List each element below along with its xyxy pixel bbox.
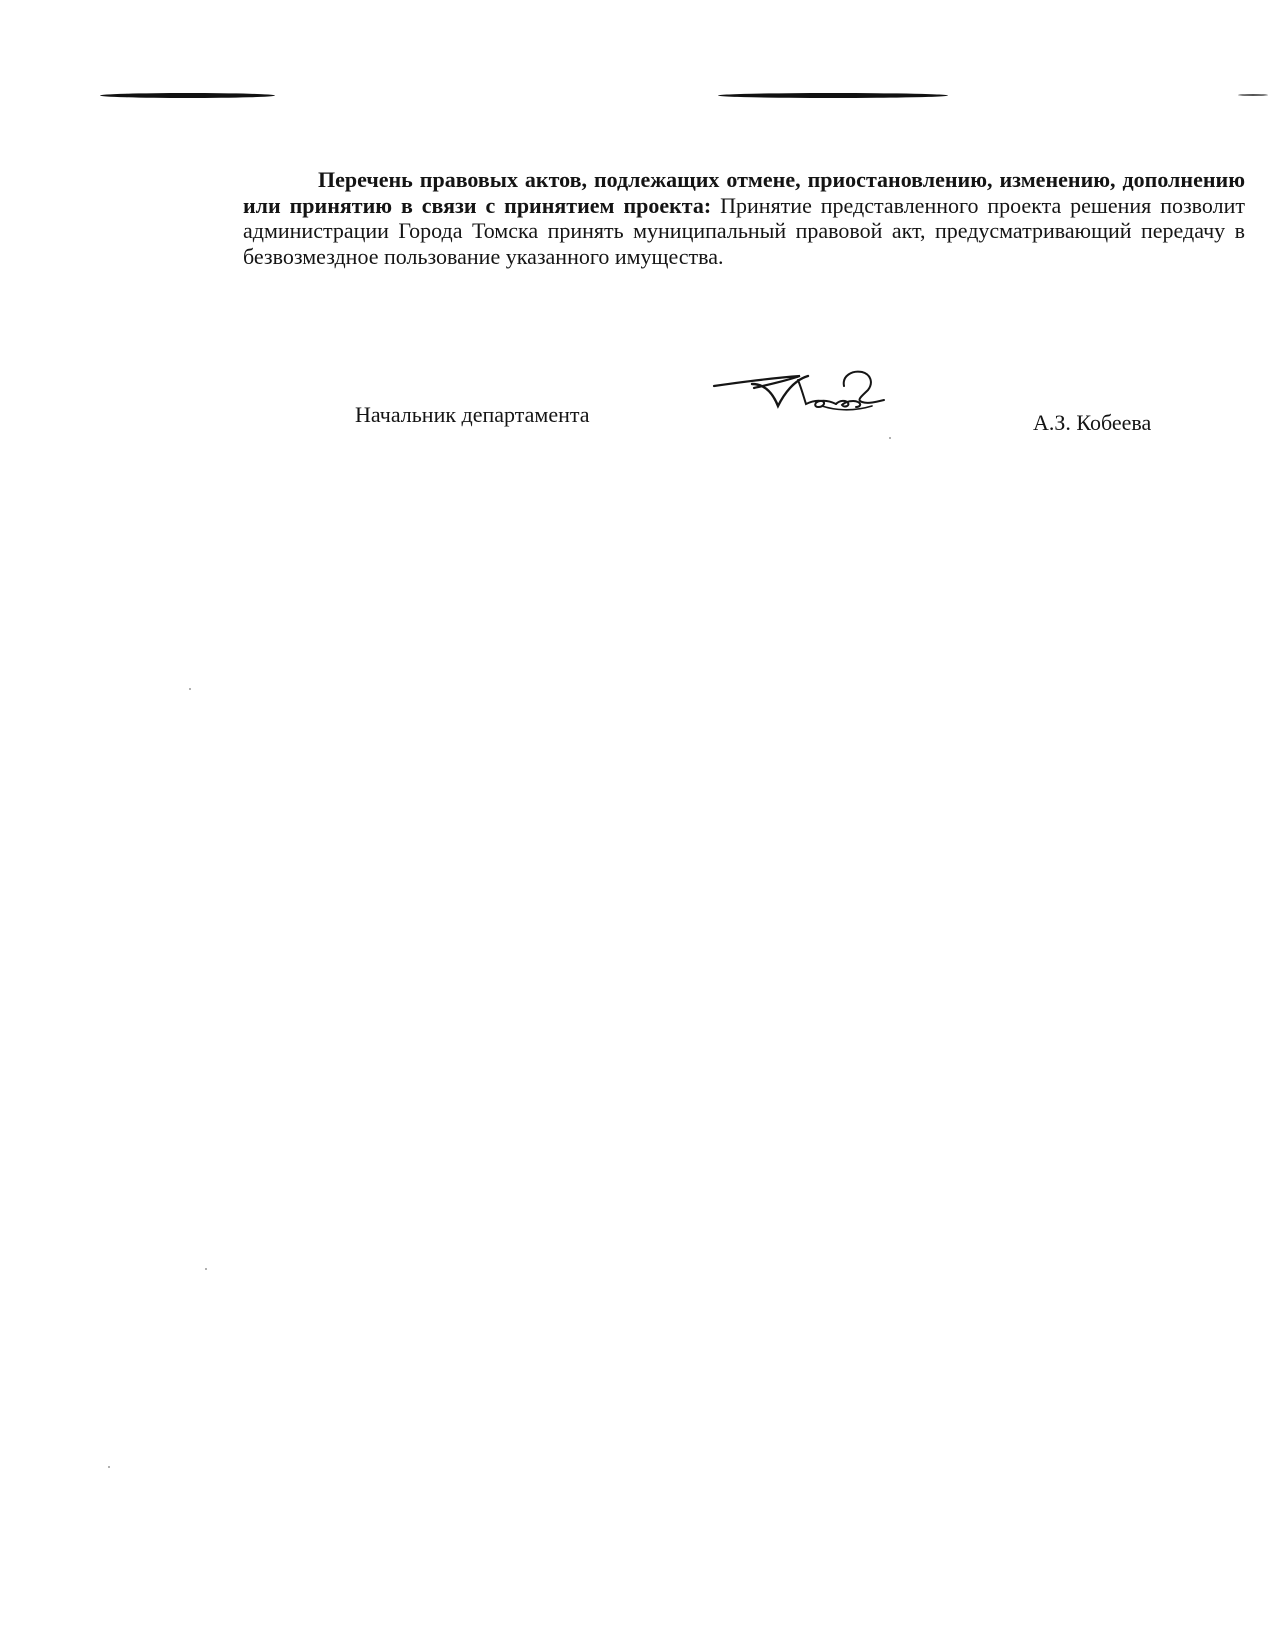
paragraph-body: Принятие представленного проекта решения позволит администрации Города Томска принять муниципальный правовой акт, предусматривающий передачу в безвозмездное пользование указанного имущества. [243,192,1245,269]
signer-name: А.З. Кобеева [1033,410,1152,435]
scan-speck [189,688,191,690]
position-title: Начальник департамента [355,402,590,427]
scan-speck [108,1466,110,1468]
paragraph-bold-lead: Перечень правовых актов, подлежащих отмене, приостановлению, изменению, дополнению или принятию в связи с принятием проекта: [243,167,1245,218]
scan-speck [205,1268,207,1270]
scan-speck [889,437,891,439]
handwritten-signature [712,366,912,426]
